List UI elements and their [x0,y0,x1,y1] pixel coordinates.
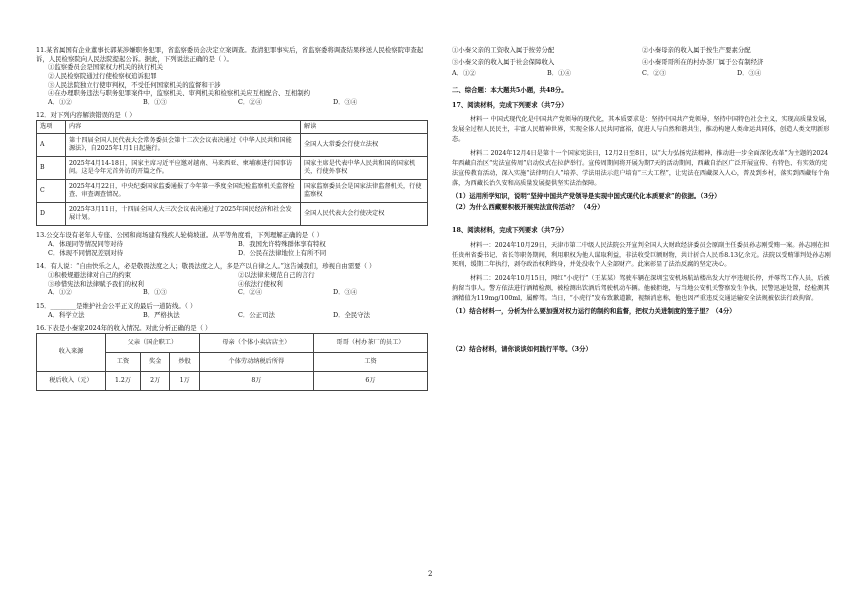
q14-option-a[interactable]: A．①② [48,288,72,297]
q16-statement-3: ③小秦父亲的收入属于社会保障收入 [452,57,555,66]
q16-option-c[interactable]: C．②③ [642,69,667,78]
q16-option-b[interactable]: B．①④ [547,69,571,78]
table-cell: 2万 [140,371,169,390]
table-cell: 工资 [313,352,427,371]
section-heading: 二、综合题：本大题共5小题，共48分。 [452,85,568,94]
table-header: 解读 [301,121,428,134]
q11-stem: 11.某省属国有企业董事长郭某涉嫌职务犯罪，省监察委员会决定立案调查。查清犯罪事实后，省监察委将调查结果移送人民检察院审查起诉，人民检察院向人民法院提起公诉。据此，下列说法正确的是（ ）。 [36,46,424,63]
answer-space[interactable] [452,212,832,226]
left-column [36,0,428,391]
q17-title: 17、阅读材料，完成下列要求（共7分） [452,100,568,109]
q16-statement-1: ①小秦父亲的工资收入属于按劳分配 [452,46,555,54]
table-row [37,134,428,157]
table-row [37,157,428,180]
table-cell: 全国人民代表大会行使决定权 [301,203,428,226]
table-cell: 2025年4月22日，中央纪委国家监委通报了今年第一季度全国纪检监察机关监督检查、审查调查情况。 [66,180,301,203]
table-cell: 2025年4月14-18日，国家主席习近平应邀对越南、马来西亚、柬埔寨进行国事访问。这是今年元首外访的开篇之作。 [66,157,301,180]
table-cell: 奖金 [140,352,169,371]
q14-statements-row-1 [36,271,428,280]
question-13 [36,231,428,257]
q11-statement-3: ③人民法院独立行使审判权，不受任何国家机关的监督和干涉 [48,80,221,89]
q15-option-a[interactable]: A．科学立法 [48,310,85,319]
q14-statement-4: ④依法行使权利 [238,279,283,288]
table-cell: 1万 [170,371,199,390]
table-cell: 2025年3月11日，十四届全国人大三次会议表决通过了2025年国民经济和社会发展计划。 [66,203,301,226]
table-row [37,180,428,203]
table-header-row [37,121,428,134]
question-15 [36,302,428,319]
question-11 [36,46,428,106]
q14-option-c[interactable]: C．②④ [238,288,263,297]
q17-ask-1: （1）运用所学知识，说明“坚持中国共产党领导是实现中国式现代化本质要求”的依据。（3分） [452,191,721,200]
q16-option-d[interactable]: D．③④ [737,69,762,78]
q11-option-a[interactable]: A．①② [48,97,72,106]
table-cell: 个体劳动纳税后所得 [199,352,313,371]
q16-option-a[interactable]: A．①② [452,69,476,78]
right-column [452,0,832,353]
table-cell: 工资 [106,352,141,371]
q16-table [36,333,428,391]
q14-option-b[interactable]: B．①③ [143,288,167,297]
q12-stem: 12．对下列内容解读错误的是（ ） [36,111,136,120]
q18-material-2: 材料二：2024年10月15日，网红“小虎行”（王某某）驾驶车辆在深圳宝安机场航站楼出发大厅亭违规长停，并辱骂工作人员，后被拘留当事人。警方依法进行酒精检测，被检测出饮酒后驾驶机动车辆。他被拒绝，与当地公安机关警察发生争执，民警迅速处置，经检测其酒精值为119mg/100ml，属醉驾。当日，“小虎行”发布致歉道歉，视频消息称，他也因严重违反交通运输安全法规被依法行政拘留。 [452,275,830,303]
q14-statements-row-2 [36,280,428,289]
table-cell: 6万 [313,371,427,390]
q13-option-a[interactable]: A．体现同等情况同等对待 [48,240,123,249]
q16-statements-row-1 [452,46,832,55]
table-cell: D [37,203,66,226]
q11-options [36,98,428,107]
table-cell: 第十四届全国人民代表大会常务委员会第十二次会议表决通过《中华人民共和国能源法》，自2025年1月1日起施行。 [66,134,301,157]
q15-option-d[interactable]: D．全民守法 [333,310,371,319]
question-17 [452,101,832,226]
q13-option-c[interactable]: C．体现不同情况差别对待 [48,248,124,257]
q16-options [452,69,832,78]
table-cell: 国家主席是代表中华人民共和国的国家机关，行使外事权 [301,157,428,180]
q16-statements-row-2 [452,58,832,67]
q18-material-1: 材料一：2024年10月29日，天津市第二中级人民法院公开宣判全国人大财政经济委员会原副主任委员孙志刚受贿一案。孙志刚在担任贵州省委书记、省长等职务期间，利用职权为他人谋取利益，非法收受巨额财物，共计折合人民币8.13亿余元。法院以受贿罪判处孙志刚死刑，缓期二年执行，剥夺政治权利终身，并处没收个人全部财产。此案彰显了法治反腐的坚定决心。 [452,241,831,269]
q18-title: 18、阅读材料，完成下列要求（共7分） [452,225,568,234]
q16-statement-4: ④小秦哥哥所在的村办茶厂属于公有制经济 [642,57,764,66]
table-cell: 8万 [199,371,313,390]
table-cell: 1.2万 [106,371,141,390]
q18-ask-1: （1）结合材料一，分析为什么要加强对权力运行的制约和监督，把权力关进制度的笼子里？（4分） [452,307,736,316]
q11-statement-4: ④在办理职务违法与职务犯罪案件中，监察机关、审判机关和检察机关应互相配合、互相制约 [48,89,311,98]
q14-stem: 14．有人说：“自由快乐之人，必是敬畏法度之人；敬畏法度之人，多是产以自律之人。”这告诫我们，珍视自由需要（ ） [36,262,376,271]
question-16 [36,324,428,391]
page-number: 2 [428,570,433,578]
table-header: 母亲（个体小卖店店主） [199,333,313,352]
q11-option-b[interactable]: B．①③ [143,97,167,106]
q14-statement-2: ②以法律来规范自己的言行 [238,271,315,280]
q11-statement-1: ①监察委员会是国家权力机关的执行机关 [48,63,164,72]
table-cell: B [37,157,66,180]
q13-option-d[interactable]: D．公民在法律地位上有所不同 [238,248,327,257]
table-header-row [37,333,428,352]
q17-ask-2: （2）为什么西藏要积极开展宪法宣传活动？ （4分） [452,203,604,212]
q13-option-b[interactable]: B．我国允许特殊群体享有特权 [238,240,326,249]
table-header: 父亲（国企职工） [106,333,200,352]
q13-options-row-2 [36,249,428,258]
q15-stem: 15．________是维护社会公平正义的最后一道防线。（ ） [36,301,197,310]
table-header: 选项 [37,121,66,134]
question-14 [36,262,428,297]
q14-statement-1: ①积极规避法律对自己的约束 [48,271,132,280]
table-cell: 炒股 [170,352,199,371]
q11-option-d[interactable]: D．③④ [333,97,358,106]
question-12 [36,111,428,226]
question-18 [452,226,832,353]
table-header: 哥哥（村办茶厂的员工） [313,333,427,352]
table-row [37,203,428,226]
q12-table [36,120,428,226]
q13-stem: 13.公交车设有老年人专座、公园和商场建有残疾人轮椅坡道。从平等角度看，下列理解正确的是（ ） [36,231,323,240]
q14-options [36,288,428,297]
table-cell: 税后收入（元） [37,371,106,390]
q17-material-1: 材料一 中国式现代化是中国共产党领导的现代化，其本质要求是：坚持中国共产党领导，坚持中国特色社会主义，实现高质量发展，发展全过程人民民主，丰富人民精神世界，实现全体人民共同富裕，促进人与自然和谐共生，推动构建人类命运共同体，创造人类文明新形态。 [452,116,831,144]
table-row [37,371,428,390]
q17-material-2: 材料二 2024年12月4日是第十一个国家宪法日，12月2日至8日，以“大力弘扬宪法精神，推动进一步全面深化改革”为主题的2024年西藏自治区“宪法宣传周”启动仪式在拉萨举行。宣传周期间将开展为期7天的活动期间，西藏自治区广泛开展宣传、有特色、有实效的宪法宣传教育活动，深入实施“法律明白人”培养、学法用法示范户培育“三大工程”，让宪法在西藏深入人心，普及到乡村，落实到西藏每个角落，为西藏长治久安和高质量发展提供坚实法治保障。 [452,149,830,187]
q16-statement-2: ②小秦母亲的收入属于按生产要素分配 [642,46,751,54]
q15-option-c[interactable]: C．公正司法 [238,310,275,319]
q16-stem: 16.下表是小秦家2024年的收入情况。对此分析正确的是（ ） [36,324,212,333]
table-cell: 全国人大常委会行使立法权 [301,134,428,157]
q14-option-d[interactable]: D．③④ [333,288,358,297]
q11-option-c[interactable]: C．②④ [238,97,263,106]
table-cell: A [37,134,66,157]
table-cell: 国家监察委员会是国家法律监督机关，行使监察权 [301,180,428,203]
table-header: 内容 [66,121,301,134]
answer-space[interactable] [452,316,832,342]
table-cell: C [37,180,66,203]
q15-option-b[interactable]: B．严格执法 [143,310,180,319]
q11-statement-2: ②人民检察院通过行使检察权追诉犯罪 [48,71,157,80]
q18-ask-2: （2）结合材料，请你谈谈如何践行平等。（3分） [452,344,592,353]
table-header: 收入来源 [37,333,106,371]
q15-options [36,311,428,320]
q13-options-row-1 [36,240,428,249]
q14-statement-3: ③珍惜宪法和法律赋予我们的权利 [48,279,144,288]
